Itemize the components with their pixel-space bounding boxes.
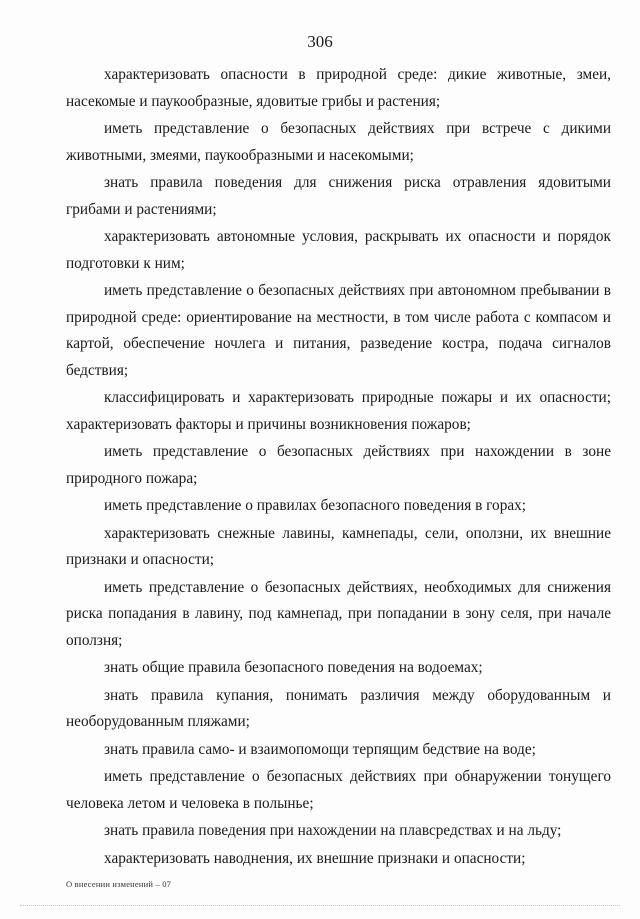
paragraph: классифицировать и характеризовать природные пожары и их опасности; характеризовать факторы и причины возникновения пожаров; [66, 389, 611, 433]
paragraph: знать общие правила безопасного поведения на водоемах; [104, 659, 483, 676]
paragraph: иметь представление о правилах безопасного поведения в горах; [104, 497, 527, 514]
page-number: 306 [307, 32, 333, 51]
paragraph: характеризовать опасности в природной среде: дикие животные, змеи, насекомые и паукообразные, ядовитые грибы и растения; [66, 66, 611, 110]
paragraph: знать правила поведения при нахождении на плавсредствах и на льду; [104, 822, 562, 839]
footer-note: О внесении изменений – 07 [66, 879, 172, 889]
paragraph: иметь представление о безопасных действиях при обнаружении тонущего человека летом и человека в полынье; [66, 768, 611, 812]
paragraph: знать правила купания, понимать различия между оборудованным и необорудованным пляжами; [66, 686, 611, 730]
paragraph: знать правила поведения для снижения риска отравления ядовитыми грибами и растениями; [66, 174, 611, 218]
paragraph: иметь представление о безопасных действиях при встрече с дикими животными, змеями, паукообразными и насекомыми; [66, 120, 611, 164]
paragraph: иметь представление о безопасных действиях, необходимых для снижения риска попадания в лавину, под камнепад, при попадании в зону селя, при начале оползня; [66, 578, 611, 649]
paragraph: характеризовать автономные условия, раскрывать их опасности и порядок подготовки к ним; [66, 228, 611, 272]
paragraph: характеризовать снежные лавины, камнепады, сели, оползни, их внешние признаки и опасности; [66, 524, 611, 568]
document-body [66, 62, 611, 873]
scan-artifact-divider [20, 905, 620, 908]
paragraph: иметь представление о безопасных действиях при автономном пребывании в природной среде: ориентирование на местности, в том числе работа с компасом и картой, обеспечение ночлега и питания, разведение костра, подача сигналов бедствия; [66, 282, 611, 379]
paragraph: характеризовать наводнения, их внешние признаки и опасности; [104, 849, 526, 867]
paragraph: знать правила само- и взаимопомощи терпящим бедствие на воде; [104, 740, 536, 758]
paragraph: иметь представление о безопасных действиях при нахождении в зоне природного пожара; [66, 443, 611, 487]
